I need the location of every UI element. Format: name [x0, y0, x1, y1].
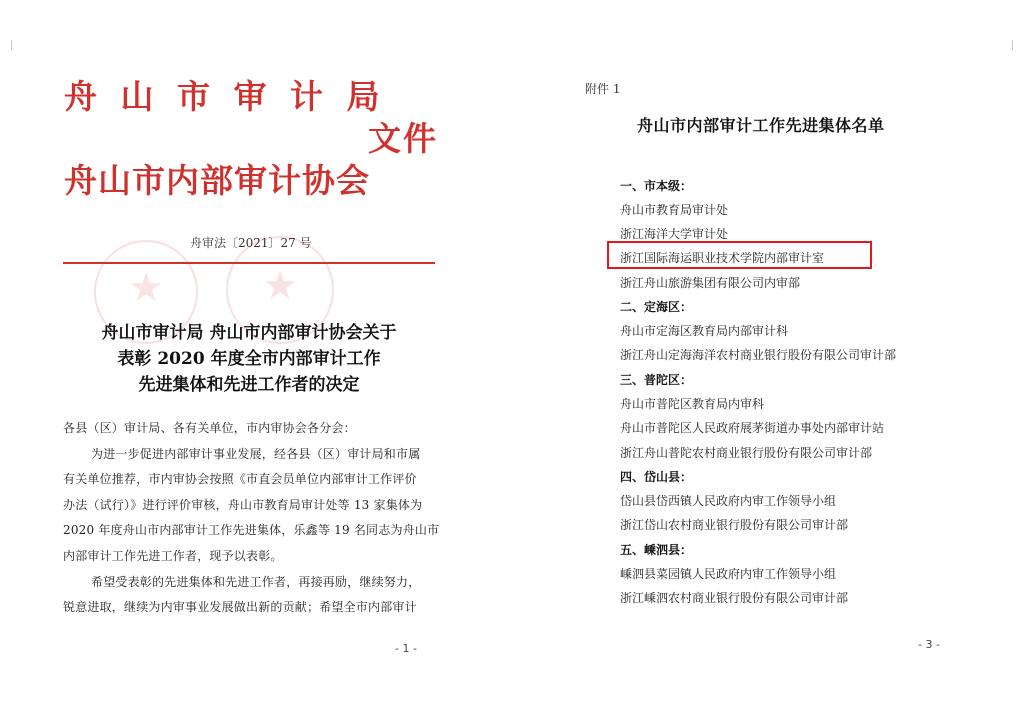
body-line: 内部审计工作先进工作者，现予以表彰。	[63, 549, 283, 563]
body-line: 锐意进取，继续为内审事业发展做出新的贡献；希望全市内部审计	[63, 600, 417, 614]
corner-mark-left	[11, 40, 12, 50]
list-title: 舟山市内部审计工作先进集体名单	[637, 116, 885, 135]
salutation-line: 各县（区）审计局、各有关单位，市内审协会各分会：	[63, 421, 356, 435]
decision-title-line-3: 先进集体和先进工作者的决定	[138, 375, 360, 395]
list-item: 浙江岱山农村商业银行股份有限公司审计部	[620, 518, 849, 532]
list-item: 嵊泗县菜园镇人民政府内审工作领导小组	[620, 567, 837, 581]
section-heading-dinghai: 二、定海区：	[620, 300, 693, 314]
section-heading-shengsi: 五、嵊泗县：	[620, 543, 693, 557]
body-line: 有关单位推荐，市内审协会按照《市直会员单位内部审计工作评价	[63, 472, 417, 486]
body-line: 2020 年度舟山市内部审计工作先进集体，乐鑫等 19 名同志为舟山市	[63, 523, 440, 537]
highlight-box	[607, 241, 872, 269]
header-title-audit-bureau: 舟 山 市 审 计 局	[64, 77, 386, 116]
list-item: 浙江舟山普陀农村商业银行股份有限公司审计部	[620, 446, 873, 460]
body-line: 希望受表彰的先进集体和先进工作者，再接再励，继续努力，	[91, 575, 421, 589]
list-item-highlighted: 浙江国际海运职业技术学院内部审计室	[620, 251, 825, 265]
section-heading-daishan: 四、岱山县：	[620, 470, 693, 484]
header-title-document: 文件	[368, 119, 438, 158]
decision-title-line-2: 表彰 2020 年度全市内部审计工作	[117, 349, 381, 369]
list-item: 浙江嵊泗农村商业银行股份有限公司审计部	[620, 591, 849, 605]
attachment-label: 附件 1	[585, 82, 621, 96]
body-line: 为进一步促进内部审计事业发展，经各县（区）审计局和市属	[91, 447, 421, 461]
list-item: 岱山县岱西镇人民政府内审工作领导小组	[620, 494, 837, 508]
section-heading-putuo: 三、普陀区：	[620, 373, 693, 387]
document-number: 舟审法〔2021〕27 号	[190, 236, 312, 250]
page-number-left: - 1 -	[395, 642, 417, 655]
page-number-right: - 3 -	[918, 638, 940, 651]
list-item: 舟山市普陀区人民政府展茅街道办事处内部审计站	[620, 421, 885, 435]
body-line: 办法（试行）》进行评价审核，舟山市教育局审计处等 13 家集体为	[63, 498, 423, 512]
list-item: 舟山市普陀区教育局内审科	[620, 397, 765, 411]
seal-stamp-icon: ★	[226, 236, 334, 344]
list-item: 浙江舟山旅游集团有限公司内审部	[620, 276, 801, 290]
header-title-audit-association: 舟山市内部审计协会	[64, 161, 370, 200]
list-item: 浙江舟山定海海洋农村商业银行股份有限公司审计部	[620, 348, 897, 362]
list-item: 舟山市教育局审计处	[620, 203, 729, 217]
list-item: 浙江海洋大学审计处	[620, 227, 729, 241]
list-item: 舟山市定海区教育局内部审计科	[620, 324, 789, 338]
decision-title-line-1: 舟山市审计局 舟山市内部审计协会关于	[101, 323, 397, 343]
corner-mark-right	[1012, 40, 1013, 50]
seal-stamp-icon: ★	[94, 240, 198, 344]
section-heading-city: 一、市本级：	[620, 179, 693, 193]
